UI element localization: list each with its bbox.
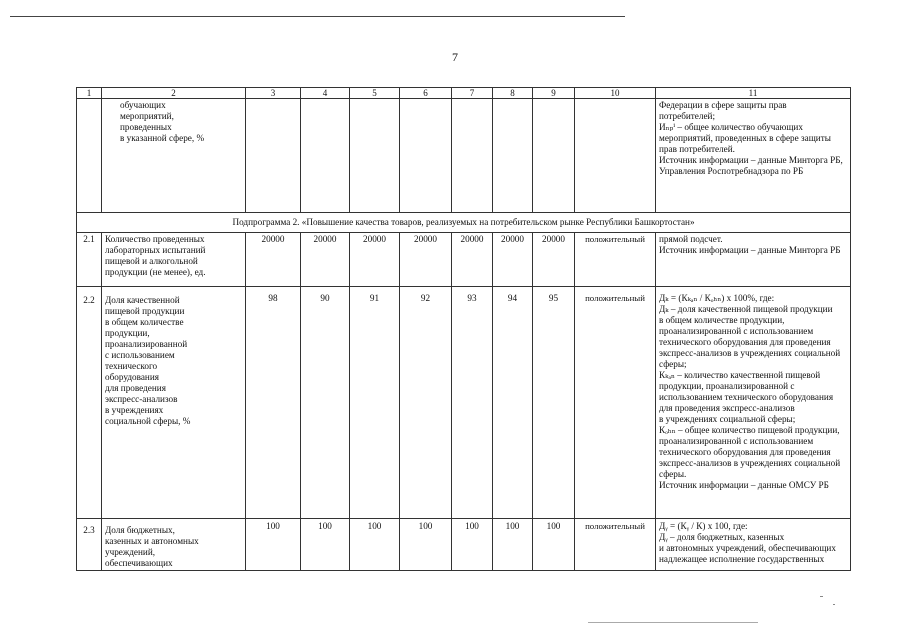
- header-cell: 9: [533, 88, 575, 99]
- value-cell: 20000: [301, 233, 350, 287]
- table-row: [77, 287, 851, 519]
- indicator-description: Федерации в сфере защиты прав потребителей; Иₙₚⁱ – общее количество обучающих мероприятий, проведенных в сфере защиты прав потребителей. Источник информации – данные Минторга РБ, Управления Роспотребнадзора по РБ: [656, 99, 851, 213]
- table-row: [77, 519, 851, 571]
- value-cell: 100: [493, 519, 533, 571]
- value-cell: 20000: [452, 233, 493, 287]
- trend-cell: положительный: [575, 519, 656, 571]
- row-number: 2.3: [77, 519, 102, 571]
- indicator-name: обучающих мероприятий, проведенных в указанной сфере, %: [102, 99, 246, 213]
- table-row: [77, 233, 851, 287]
- top-rule: [10, 16, 625, 17]
- value-cell: 20000: [350, 233, 400, 287]
- table-row: [77, 99, 851, 213]
- indicator-description: прямой подсчет. Источник информации – данные Минторга РБ: [656, 233, 851, 287]
- header-row: [77, 88, 851, 99]
- header-cell: 5: [350, 88, 400, 99]
- value-cell: 20000: [246, 233, 301, 287]
- bottom-rule: [588, 622, 758, 623]
- value-cell: 93: [452, 287, 493, 519]
- value-cell: 100: [400, 519, 452, 571]
- header-cell: 11: [656, 88, 851, 99]
- value-cell: 100: [350, 519, 400, 571]
- value-cell: 100: [246, 519, 301, 571]
- subprogram-title: Подпрограмма 2. «Повышение качества товаров, реализуемых на потребительском рынке Республики Башкортостан»: [77, 213, 851, 233]
- value-cell: 90: [301, 287, 350, 519]
- value-cell: 20000: [493, 233, 533, 287]
- value-cell: 100: [301, 519, 350, 571]
- page-number: 7: [452, 50, 458, 64]
- indicator-name: Доля качественной пищевой продукции в общем количестве продукции, проанализированной с использованием технического оборудования для проведения экспресс-анализов в учреждениях социальной сферы, %: [102, 287, 246, 519]
- indicator-description: Дₖ = (Кₖₐₙ / Кₒₕₙ) х 100%, где: Дₖ – доля качественной пищевой продукции в общем количестве продукции, проанализированной с использованием технического оборудования для проведения экспресс-анализов в учреждениях социальной сферы; Кₖₐₙ – количество качественной пищевой продукции, проанализированной с использованием технического оборудования для проведения экспресс-анализов в учреждениях социальной сферы; Кₒₕₙ – общее количество пищевой продукции, проанализированной с использованием технического оборудования для проведения экспресс-анализов в учреждениях социальной сферы. Источник информации – данные ОМСУ РБ: [656, 287, 851, 519]
- row-number: 2.2: [77, 287, 102, 519]
- value-cell: 94: [493, 287, 533, 519]
- header-cell: 7: [452, 88, 493, 99]
- indicator-name: Количество проведенных лабораторных испытаний пищевой и алкогольной продукции (не менее), ед.: [102, 233, 246, 287]
- header-cell: 4: [301, 88, 350, 99]
- scan-mark: [833, 604, 835, 605]
- subprogram-row: [77, 213, 851, 233]
- value-cell: 20000: [400, 233, 452, 287]
- trend-cell: положительный: [575, 233, 656, 287]
- indicators-table: [76, 87, 851, 571]
- indicator-description: Дᵧ = (Кᵧ / К) х 100, где: Дᵧ – доля бюджетных, казенных и автономных учреждений, обеспечивающих надлежащее исполнение государственных: [656, 519, 851, 571]
- header-cell: 8: [493, 88, 533, 99]
- indicator-name: Доля бюджетных, казенных и автономных учреждений, обеспечивающих: [102, 519, 246, 571]
- value-cell: 92: [400, 287, 452, 519]
- value-cell: 91: [350, 287, 400, 519]
- value-cell: 95: [533, 287, 575, 519]
- trend-cell: положительный: [575, 287, 656, 519]
- header-cell: 3: [246, 88, 301, 99]
- header-cell: 2: [102, 88, 246, 99]
- value-cell: 20000: [533, 233, 575, 287]
- scan-mark: [820, 596, 823, 597]
- value-cell: 98: [246, 287, 301, 519]
- header-cell: 1: [77, 88, 102, 99]
- header-cell: 10: [575, 88, 656, 99]
- header-cell: 6: [400, 88, 452, 99]
- value-cell: 100: [533, 519, 575, 571]
- row-number: 2.1: [77, 233, 102, 287]
- value-cell: 100: [452, 519, 493, 571]
